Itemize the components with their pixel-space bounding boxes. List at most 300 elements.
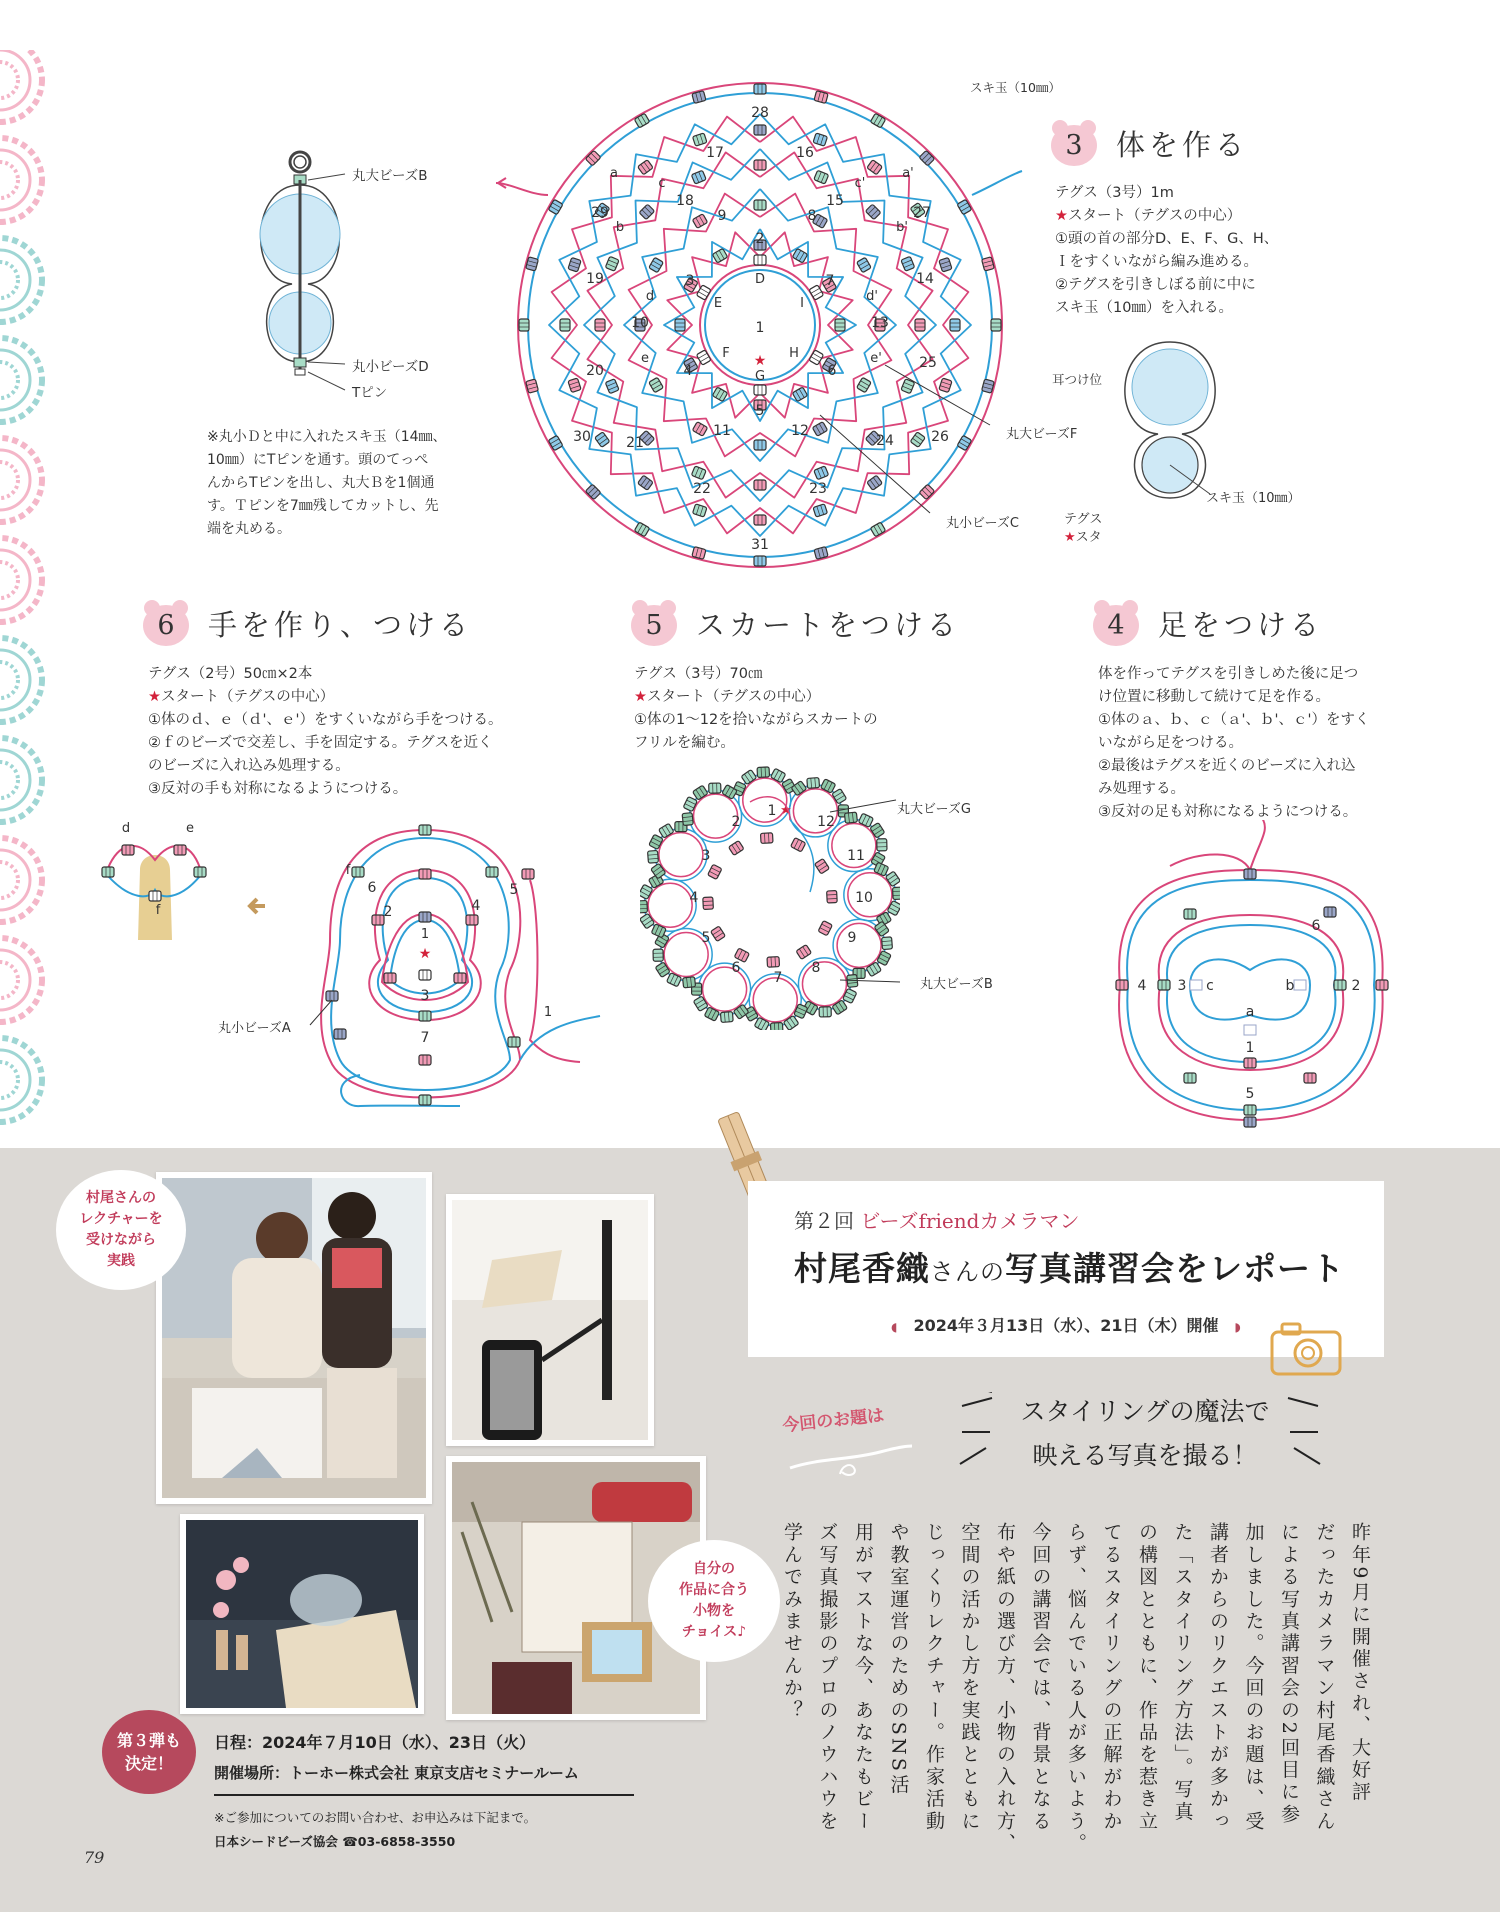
bead xyxy=(867,160,883,175)
bead xyxy=(696,285,711,300)
hand-label: 4 xyxy=(471,898,481,914)
bead-number-label: 10 xyxy=(631,315,649,331)
lace-motif xyxy=(0,650,30,710)
bead-number-label: 14 xyxy=(916,271,934,287)
bead xyxy=(754,480,766,490)
bead xyxy=(832,789,847,804)
bead-number-label: 6 xyxy=(827,363,837,379)
bead xyxy=(919,484,935,500)
foot-label: 3 xyxy=(1177,978,1187,994)
bead xyxy=(814,170,829,184)
bead xyxy=(648,850,659,863)
label-bead-d: 丸小ビーズD xyxy=(352,359,429,375)
body-text-column: だったカメラマン村尾香織さん xyxy=(1313,1522,1336,1833)
bead-letter-label: G xyxy=(754,369,766,384)
bead xyxy=(1324,907,1336,917)
lace-motif xyxy=(0,1050,30,1110)
bead xyxy=(708,864,722,879)
bead xyxy=(814,466,829,480)
bead xyxy=(659,823,674,838)
photo-smartphone xyxy=(446,1194,654,1446)
bead xyxy=(832,1000,848,1015)
bead xyxy=(419,825,431,835)
venue-text: 開催場所：トーホー株式会社 東京支店セミナールーム xyxy=(214,1764,579,1782)
body-ball-diagram xyxy=(1110,338,1250,508)
start-star: ★ xyxy=(418,946,432,962)
bead xyxy=(640,913,655,929)
bead xyxy=(887,900,900,915)
bead xyxy=(761,833,774,844)
bead-number-label: 12 xyxy=(791,423,809,439)
bead xyxy=(754,1017,769,1030)
body-text-column: 加しました。今回のお題は、受 xyxy=(1242,1522,1265,1833)
label-top-ball: スキ玉（10㎜） xyxy=(970,80,1061,95)
bead-number-label: 15 xyxy=(826,193,844,209)
bead xyxy=(812,422,827,437)
bead xyxy=(982,257,995,271)
bead xyxy=(640,900,647,913)
label-bead-f: 丸大ビーズF xyxy=(1006,427,1078,442)
bead xyxy=(813,504,828,517)
bead xyxy=(649,834,663,849)
bead xyxy=(683,977,696,988)
bead xyxy=(882,937,893,950)
bead-number-label: 13 xyxy=(871,315,889,331)
step4-title: 足をつける xyxy=(1158,607,1324,642)
step6-title: 手を作り、つける xyxy=(208,607,473,642)
bead xyxy=(877,839,887,851)
body-text-column: 布や紙の選び方、小物の入れ方、 xyxy=(994,1522,1016,1855)
bead xyxy=(693,996,708,1011)
step3-heading xyxy=(1048,120,1248,166)
bead-outline xyxy=(1294,980,1306,990)
foot-label: 1 xyxy=(1245,1040,1255,1056)
bead-number-label: 21 xyxy=(626,435,644,451)
body-text-column: 昨年9月に開催され、大好評 xyxy=(1349,1522,1371,1804)
body-text-column: 用がマストな今、あなたもビー xyxy=(852,1522,874,1833)
bead-number-label: 4 xyxy=(683,363,693,379)
hand-label: e xyxy=(186,821,194,836)
bead xyxy=(653,949,663,961)
hand-label: 5 xyxy=(509,882,519,898)
bead xyxy=(818,921,832,936)
bead xyxy=(950,319,960,331)
bead xyxy=(149,891,161,901)
bead xyxy=(754,255,766,265)
step4-text: 体を作ってテグスを引きしめた後に足つ け位置に移動して続けて足を作る。 ①体のａ、ｂ、ｃ（ａ'、ｂ'、ｃ'）をすく いながら足をつける。 ②最後はテグスを近くのビーズに入れ込 み処理する。 ③反対の足も対称になるようにつける。 xyxy=(1098,666,1370,820)
lace-motif xyxy=(0,862,18,898)
bead-number-label: 5 xyxy=(755,403,765,419)
lace-motif xyxy=(0,50,42,122)
bubble-lecture: 村尾さんの レクチャーを 受けながら 実践 xyxy=(56,1170,186,1290)
hand-label: 1 xyxy=(543,1005,553,1020)
bead xyxy=(901,256,915,271)
bead xyxy=(1244,1117,1256,1127)
bead-number-label: 7 xyxy=(825,273,835,289)
bead xyxy=(957,199,972,214)
bead xyxy=(568,257,581,272)
bead xyxy=(638,475,654,490)
bead xyxy=(819,1007,831,1017)
bead xyxy=(384,973,396,983)
bead xyxy=(560,319,570,331)
lace-motif xyxy=(0,250,30,310)
bead xyxy=(1376,980,1388,990)
bead-number-label: 22 xyxy=(693,481,711,497)
bead xyxy=(454,973,466,983)
step3-text: テグス（3号）1m ★スタート（テグスの中心） ①頭の首の部分D、E、F、G、H、 Ｉをすくいながら編み進める。 ②テグスを引きしぼる前に中に スキ玉（10㎜）を入れる。 xyxy=(1055,185,1279,316)
bead xyxy=(682,813,693,826)
bead xyxy=(754,556,766,566)
lace-motif xyxy=(0,450,30,510)
bead xyxy=(754,440,766,450)
lace-motif xyxy=(0,662,18,698)
skirt-number-label: 3 xyxy=(701,848,711,864)
photo-lecture xyxy=(156,1172,432,1504)
bead-number-label: 8 xyxy=(807,208,817,224)
skirt-number-label: 5 xyxy=(701,930,711,946)
ear-position-label: 耳つけ位 xyxy=(1052,372,1103,387)
foot-label: 4 xyxy=(1137,978,1147,994)
label-tpin: Tピン xyxy=(352,385,388,401)
bead xyxy=(419,970,431,980)
lace-motif xyxy=(0,562,18,598)
bead-number-label: 2 xyxy=(755,231,765,247)
bead xyxy=(877,950,891,965)
body-text-column: てるスタイリングの正解がわか xyxy=(1100,1522,1123,1833)
bead xyxy=(638,160,654,175)
bead xyxy=(770,768,785,783)
bead xyxy=(1116,980,1128,990)
lace-motif xyxy=(0,162,18,198)
hand-label: 2 xyxy=(383,904,393,920)
bead xyxy=(865,204,881,220)
bead xyxy=(754,515,766,525)
bead xyxy=(915,319,925,331)
step6-heading xyxy=(140,600,472,646)
body-text-column: 学んでみませんか？ xyxy=(781,1522,803,1722)
bear-number-badge: 5 xyxy=(628,600,680,646)
bead xyxy=(634,113,649,128)
bead xyxy=(754,200,766,210)
bead-letter-label: H xyxy=(789,346,799,361)
bead xyxy=(704,1007,719,1021)
thread xyxy=(1250,820,1265,870)
foot-label: 5 xyxy=(1245,1086,1255,1102)
bead xyxy=(809,350,824,365)
bead-letter-label: a' xyxy=(902,166,914,181)
bead-letter-label: e' xyxy=(870,351,882,366)
lace-motif xyxy=(0,462,18,498)
lace-motif xyxy=(0,350,30,410)
body-text-column: や教室運営のためのSNS活 xyxy=(887,1522,910,1797)
foot-diagram xyxy=(1100,820,1400,1140)
bead xyxy=(649,377,664,392)
foot-label: 6 xyxy=(1311,918,1321,934)
bead xyxy=(870,823,885,839)
bead xyxy=(634,522,649,537)
bead xyxy=(866,962,881,977)
label-bead-b2: 丸大ビーズB xyxy=(920,977,993,992)
bead xyxy=(548,199,563,214)
bead xyxy=(655,962,670,978)
bear-number-badge: 3 xyxy=(1048,120,1100,166)
bead-letter-label: D xyxy=(754,272,766,287)
bead-letter-label: I xyxy=(800,296,804,311)
bead xyxy=(754,84,766,94)
foot-label: a xyxy=(1245,1004,1255,1020)
bead-number-label: 29 xyxy=(591,205,609,221)
bead xyxy=(910,432,925,448)
start-star: ★ xyxy=(753,353,767,369)
bead xyxy=(585,150,601,166)
bead xyxy=(982,379,995,393)
bead xyxy=(595,319,605,331)
body-text-column: ズ写真撮影のプロのノウハウを xyxy=(816,1522,839,1833)
bead xyxy=(1158,980,1170,990)
bead xyxy=(1244,869,1256,879)
bead-number-label: 30 xyxy=(573,429,591,445)
skirt-number-label: 8 xyxy=(811,960,821,976)
bead xyxy=(885,871,900,887)
bead xyxy=(526,379,539,393)
bead xyxy=(939,257,952,272)
bead-number-label: 25 xyxy=(919,355,937,371)
bead xyxy=(692,504,707,517)
bead xyxy=(508,1037,520,1047)
body-text-column: による写真講習会の2回目に参 xyxy=(1278,1522,1300,1826)
bead xyxy=(419,869,431,879)
bead xyxy=(1184,1073,1196,1083)
step5-heading xyxy=(628,600,960,646)
skirt-number-label: 9 xyxy=(847,930,857,946)
contact-note: ※ご参加についてのお問い合わせ、お申込みは下記まで。 xyxy=(214,1810,537,1825)
bead xyxy=(595,432,610,448)
divider xyxy=(214,1794,634,1796)
hand-label: d xyxy=(121,821,131,836)
bead xyxy=(419,1011,431,1021)
bead xyxy=(893,887,900,900)
report-subtitle: 第２回 ビーズfriendカメラマン xyxy=(794,1209,1080,1233)
bead xyxy=(526,257,539,271)
bead xyxy=(1334,980,1346,990)
hand-label: 1 xyxy=(420,927,430,942)
bead xyxy=(605,256,619,271)
bead xyxy=(568,378,581,393)
bead xyxy=(728,841,744,856)
hand-diagram xyxy=(100,810,620,1110)
bead-letter-label: a xyxy=(610,166,618,181)
bead xyxy=(691,170,706,184)
lace-motif xyxy=(0,950,30,1010)
bead-number-label: 26 xyxy=(931,429,949,445)
body-text-column: 講者からのリクエストが多かっ xyxy=(1207,1522,1229,1833)
bead xyxy=(692,547,706,560)
bead-letter-label: F xyxy=(722,346,730,361)
bead xyxy=(102,867,114,877)
lace-motif xyxy=(0,762,18,798)
bead xyxy=(857,377,872,392)
lace-motif xyxy=(0,850,30,910)
lace-motif xyxy=(0,550,30,610)
bead-number-label: 11 xyxy=(713,423,731,439)
skirt-number-label: 2 xyxy=(731,814,741,830)
theme-tag: 今回のお題は xyxy=(781,1405,886,1437)
bead xyxy=(649,257,664,272)
hand-label: 7 xyxy=(420,1030,430,1046)
bead xyxy=(870,522,885,537)
arrow-icon xyxy=(250,899,265,913)
bead xyxy=(857,257,872,272)
bead xyxy=(754,385,766,395)
bead-outline xyxy=(1190,980,1202,990)
bead xyxy=(844,812,857,823)
bead xyxy=(194,867,206,877)
step5-text: テグス（3号）70㎝ ★スタート（テグスの中心） ①体の1～12を拾いながらスカートの フリルを編む。 xyxy=(634,666,878,751)
thread xyxy=(837,923,881,967)
bead-number-label: 16 xyxy=(796,145,814,161)
skirt-number-label: 11 xyxy=(847,848,865,864)
bear-number-badge: 4 xyxy=(1090,600,1142,646)
foot-label: b xyxy=(1285,978,1295,994)
bead xyxy=(741,770,757,785)
bead xyxy=(522,869,534,879)
bead xyxy=(548,435,563,450)
thread xyxy=(790,820,814,892)
schedule-text: 日程：2024年７月10日（水）、23日（火） xyxy=(214,1733,536,1752)
bead xyxy=(692,214,707,229)
step5-title: スカートをつける xyxy=(696,607,961,642)
bead xyxy=(814,547,828,560)
bead-number-label: 9 xyxy=(717,208,727,224)
bead-number-label: 1 xyxy=(755,320,765,336)
head-note: ※丸小Ｄと中に入れたスキ玉（14㎜、 10㎜）にTピンを通す。頭のてっぺ んからTピンを出し、丸大Ｂを1個通 す。Ｔピンを7㎜残してカットし、先 端を丸める。 xyxy=(207,429,447,537)
bead xyxy=(466,915,478,925)
bead xyxy=(1244,1105,1256,1115)
step6-text: テグス（2号）50㎝×2本 ★スタート（テグスの中心） ①体のｄ、ｅ（ｄ'、ｅ'）をすくいながら手をつける。 ②ｆのビーズで交差し、手を固定する。テグスを近く のビーズに入れ込み処理する。 ③反対の手も対称になるようにつける。 xyxy=(148,666,503,797)
bead xyxy=(939,378,952,393)
photo-styling xyxy=(180,1514,424,1714)
bead-number-label: 19 xyxy=(586,271,604,287)
bead-letter-label: d xyxy=(645,289,655,304)
bead xyxy=(1244,1058,1256,1068)
bead-number-label: 31 xyxy=(751,537,769,553)
skirt-number-label: 6 xyxy=(731,960,741,976)
bead xyxy=(372,915,384,925)
lace-motif xyxy=(0,362,18,398)
body-text-column: じっくりレクチャー。作家活動 xyxy=(923,1522,945,1833)
thread xyxy=(659,833,703,877)
body-text-column: 今回の講習会では、背景となる xyxy=(1029,1522,1052,1833)
thread xyxy=(1170,854,1250,870)
lace-border-decoration xyxy=(0,50,48,1150)
foot-label: 2 xyxy=(1351,978,1361,994)
thread xyxy=(341,1075,460,1106)
bead xyxy=(820,779,835,793)
bead xyxy=(815,858,830,874)
camera-icon xyxy=(1268,1316,1346,1378)
callout-line xyxy=(885,365,990,425)
bead xyxy=(696,350,711,365)
bead-letter-label: c xyxy=(658,176,666,191)
bubble-props: 自分の 作品に合う 小物を チョイス♪ xyxy=(648,1540,780,1662)
theme-slashes xyxy=(950,1392,1330,1482)
lace-motif xyxy=(0,750,30,810)
skirt-diagram xyxy=(640,760,900,1030)
start-label: ★スタ xyxy=(1064,530,1102,545)
bead-letter-label: c' xyxy=(854,176,866,191)
lace-motif xyxy=(0,50,30,110)
bead xyxy=(770,1023,783,1030)
thread xyxy=(972,171,1022,195)
hand-label: f xyxy=(155,903,161,918)
bead xyxy=(692,91,706,104)
bead-number-label: 3 xyxy=(685,273,695,289)
bead xyxy=(754,160,766,170)
theme-line-2: 映える写真を撮る！ xyxy=(1032,1441,1258,1470)
foot-label: c xyxy=(1206,978,1214,994)
bead-number-label: 20 xyxy=(586,363,604,379)
bead-number-label: 23 xyxy=(809,481,827,497)
bead xyxy=(352,867,364,877)
bead xyxy=(809,285,824,300)
skirt-number-label: 4 xyxy=(689,890,699,906)
bead-letter-label: d' xyxy=(866,289,878,304)
bead-letter-label: e xyxy=(641,351,649,366)
bead xyxy=(711,926,726,942)
bead xyxy=(486,867,498,877)
bead xyxy=(334,1029,346,1039)
bead xyxy=(675,319,685,331)
bead-letter-label: E xyxy=(713,296,723,311)
body-text-column: の構図とともに、作品を惹き立 xyxy=(1136,1522,1158,1833)
contact-phone: 日本シードビーズ協会 ☎03-6858-3550 xyxy=(214,1834,456,1849)
body-text-column: た「スタイリング方法」。写真 xyxy=(1171,1522,1194,1824)
bead xyxy=(783,1015,799,1030)
bead xyxy=(585,484,601,500)
bead xyxy=(692,422,707,437)
theme-line-1: スタイリングの魔法で xyxy=(1020,1397,1270,1426)
bead xyxy=(991,319,1001,331)
body-diagram xyxy=(490,75,1050,575)
bead-letter-label: b' xyxy=(896,220,908,235)
bead xyxy=(703,897,714,910)
start-star: ★ xyxy=(780,803,792,818)
hand-label: f xyxy=(345,863,351,878)
bead xyxy=(919,150,935,166)
bead xyxy=(870,113,885,128)
bead xyxy=(1304,1073,1316,1083)
bead-number-label: 27 xyxy=(913,205,931,221)
lace-motif xyxy=(0,962,18,998)
ball-label: スキ玉（10㎜） xyxy=(1206,491,1301,506)
body-text-column: らず、悩んでいる人が多いよう。 xyxy=(1065,1522,1087,1855)
page-number: 79 xyxy=(84,1848,105,1867)
label-bead-b: 丸大ビーズB xyxy=(352,168,428,184)
bead xyxy=(1184,909,1196,919)
thread xyxy=(802,962,846,1006)
bead xyxy=(767,957,780,968)
bead xyxy=(640,884,653,899)
bead xyxy=(419,1095,431,1105)
thread xyxy=(530,880,580,1062)
report-title: 村尾香織さんの写真講習会をレポート xyxy=(794,1249,1345,1288)
bead xyxy=(693,785,709,800)
step3-title: 体を作る xyxy=(1116,127,1249,162)
bead xyxy=(757,767,770,778)
bead-number-label: 28 xyxy=(751,105,769,121)
hand-label: 6 xyxy=(367,880,377,896)
